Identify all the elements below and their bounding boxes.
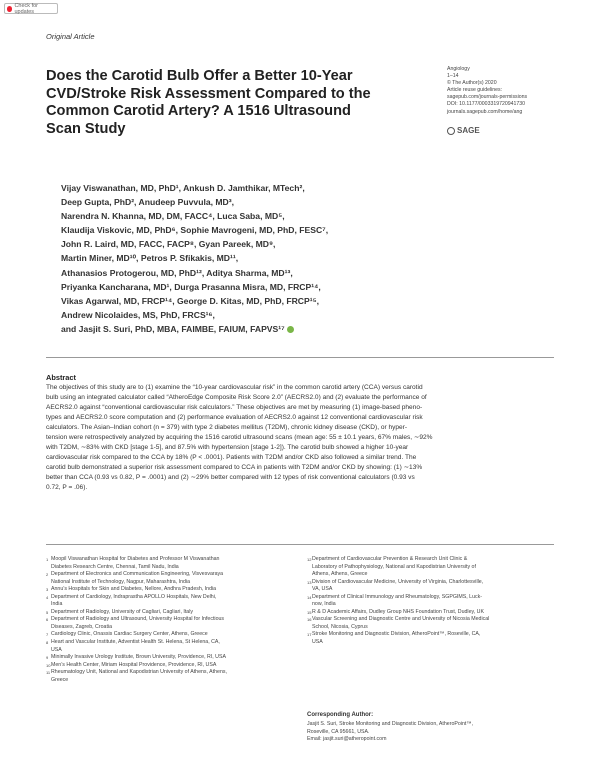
affiliation: 12 Department of Cardiovascular Prevention & Research Unit Clinic & Laboratory of Pathophysiology, National and Kapodistrian University of Athens, Athens, Greece <box>307 556 476 578</box>
check-for-updates-badge[interactable] <box>4 3 58 14</box>
author-line: Narendra N. Khanna, MD, DM, FACC⁴, Luca Saba, MD⁵, <box>61 211 285 222</box>
page-range: 1–14 <box>447 73 459 80</box>
doi[interactable]: DOI: 10.1177/0003319720941730 <box>447 101 526 108</box>
abstract-line: types and AECRS2.0 score computation and (2) performance evaluation of AECRS2.0 against 12 conventional cardiovascular risk <box>46 413 423 421</box>
publisher-logo <box>447 126 480 135</box>
author-line: Athanasios Protogerou, MD, PhD¹², Aditya Sharma, MD¹³, <box>61 267 293 278</box>
updates-label: Check for updates <box>14 2 38 15</box>
affiliation: 11 Rheumatology Unit, National and Kapodistrian University of Athens, Athens, Greece <box>46 669 227 683</box>
abstract-line: better than CCA (0.93 vs 0.82, P = .0001) and (2) ∼29% better compared with 12 types of risk conventional calculators (0.93 vs <box>46 473 415 481</box>
author-line: Priyanka Kancharana, MD¹, Durga Prasanna Misra, MD, FRCP¹⁴, <box>61 281 321 292</box>
title-line: Does the Carotid Bulb Offer a Better 10-Year <box>46 68 353 84</box>
author-line: Klaudija Viskovic, MD, PhD⁶, Sophie Mavrogeni, MD, PhD, FESC⁷, <box>61 225 329 236</box>
affiliation: 1 Moopil Viswanathan Hospital for Diabetes and Professor M Viswanathan Diabetes Research Centre, Chennai, Tamil Nadu, India <box>46 556 220 570</box>
publisher-name: SAGE <box>457 126 480 135</box>
author-list <box>61 181 481 336</box>
author-line: John R. Laird, MD, FACC, FACP⁸, Gyan Pareek, MD⁹, <box>61 239 276 250</box>
journal-link[interactable]: journals.sagepub.com/home/ang <box>447 108 523 115</box>
affiliation: 4 Department of Cardiology, Indraprastha APOLLO Hospitals, New Delhi, India <box>46 593 217 608</box>
abstract-line: with T2DM, ∼83% with CKD [stage 1-5], and 87.5% with hypertension [stage 1-2]). The carotid bulb showed a higher 10-year <box>46 443 409 451</box>
title-line: Common Carotid Artery? A 1516 Ultrasound <box>46 103 351 119</box>
sage-logo-icon <box>447 127 455 135</box>
affiliation: 6 Department of Radiology and Ultrasound, University Hospital for Infectious Diseases, Zagreb, Croatia <box>46 616 225 630</box>
title-line: Scan Study <box>46 120 126 137</box>
affiliation: 9 Minimally Invasive Urology Institute, Brown University, Providence, RI, USA <box>46 654 226 661</box>
author-line: Deep Gupta, PhD², Anudeep Puvvula, MD³, <box>61 197 235 208</box>
journal-name: Angiology <box>447 66 470 72</box>
affiliation: 14 Department of Clinical Immunology and Rheumatology, SGPGIMS, Luck- now, India <box>307 593 483 608</box>
affiliation: 8 Heart and Vascular Institute, Adventist Health St. Helena, St Helena, CA, USA <box>46 639 220 653</box>
affiliation: 5 Department of Radiology, University of Cagliari, Cagliari, Italy <box>46 608 194 615</box>
corresponding-line: Jasjit S. Suri, Stroke Monitoring and Diagnostic Division, AtheroPoint™, <box>307 721 474 727</box>
author-line: Martin Miner, MD¹⁰, Petros P. Sfikakis, MD¹¹, <box>61 253 239 264</box>
corresponding-line: Roseville, CA 95661, USA. <box>307 728 370 735</box>
reuse-guidelines: Article reuse guidelines: <box>447 87 503 94</box>
author-line: Vijay Viswanathan, MD, PhD¹, Ankush D. Jamthikar, MTech², <box>61 183 305 193</box>
affiliation: 17 Stroke Monitoring and Diagnostic Division, AtheroPoint™, Roseville, CA, USA <box>307 631 481 646</box>
author-line: and Jasjit S. Suri, PhD, MBA, FAIMBE, FAIUM, FAPVS¹⁷ <box>61 323 285 334</box>
orcid-icon[interactable] <box>287 326 294 333</box>
abstract-line: carotid bulb demonstrated a superior risk assessment compared to CCA in patients with T2DM and/or CKD by showing: (1) ∼13% <box>46 463 423 471</box>
affiliation: 13 Division of Cardiovascular Medicine, University of Virginia, Charlottesville, VA, USA <box>307 578 484 593</box>
article-title <box>46 68 436 138</box>
affiliation: 15 R & D Academic Affairs, Dudley Group NHS Foundation Trust, Dudley, UK <box>307 608 484 615</box>
abstract-line: calculators. The Asian–Indian cohort (n = 379) with type 2 diabetes mellitus (T2DM), chronic kidney disease (CKD), or hyper- <box>46 423 408 431</box>
title-line: CVD/Stroke Risk Assessment Compared to the <box>46 85 371 102</box>
author-line: Vikas Agarwal, MD, FRCP¹⁴, George D. Kitas, MD, PhD, FRCP¹⁵, <box>61 295 320 306</box>
affiliation: 16 Vascular Screening and Diagnostic Centre and University of Nicosia Medical School, Nicosia, Cyprus <box>307 616 490 630</box>
copyright: © The Author(s) 2020 <box>447 80 497 87</box>
divider <box>46 544 554 545</box>
abstract-line: tension were retrospectively analyzed by acquiring the 1516 carotid ultrasound scans (mean age: 55 ± 10.1 years, 67% males, ∼92% <box>46 433 433 441</box>
affiliation: 2 Department of Electronics and Communication Engineering, Visvesvaraya National Institute of Technology, Nagpur, Maharashtra, India <box>46 571 224 585</box>
abstract-heading: Abstract <box>46 373 76 382</box>
affiliations-right <box>307 556 554 647</box>
divider <box>46 357 554 358</box>
affiliation: 10 Men’s Health Center, Miriam Hospital Providence, Providence, RI, USA <box>46 661 217 668</box>
author-line: Andrew Nicolaides, MS, PhD, FRCS¹⁶, <box>61 309 215 320</box>
corresponding-author-heading: Corresponding Author: <box>307 712 374 718</box>
corresponding-author-details <box>307 721 554 744</box>
abstract-body <box>46 383 554 492</box>
abstract-line: cardiovascular risk compared to the CCA by 18% (P < .0001). Patients with T2DM and/or CKD also followed a similar trend. The <box>46 453 417 461</box>
abstract-line: AECRS2.0 against “conventional cardiovascular risk calculators.” These objectives are met by measuring (1) image-based pheno- <box>46 403 423 411</box>
abstract-line: bulb using an integrated calculator called “AtheroEdge Composite Risk Score 2.0” (AECRS2.0) and (2) evaluate the performance of <box>46 393 427 401</box>
permissions-link[interactable]: sagepub.com/journals-permissions <box>447 94 528 101</box>
abstract-line: 0.72, P = .06). <box>46 483 88 491</box>
affiliation: 3 Annu’s Hospitals for Skin and Diabetes, Nellore, Andhra Pradesh, India <box>46 586 217 593</box>
journal-meta <box>447 66 527 116</box>
corresponding-email[interactable]: Email: jasjit.suri@atheropoint.com <box>307 736 387 742</box>
author-line-last <box>61 322 481 336</box>
updates-icon <box>7 6 12 12</box>
article-type-label: Original Article <box>46 32 95 41</box>
affiliation: 7 Cardiology Clinic, Onassis Cardiac Surgery Center, Athens, Greece <box>46 631 208 638</box>
abstract-line: The objectives of this study are to (1) examine the “10-year cardiovascular risk” in the common carotid artery (CCA) versus carotid <box>46 384 423 391</box>
affiliations-left <box>46 556 294 684</box>
